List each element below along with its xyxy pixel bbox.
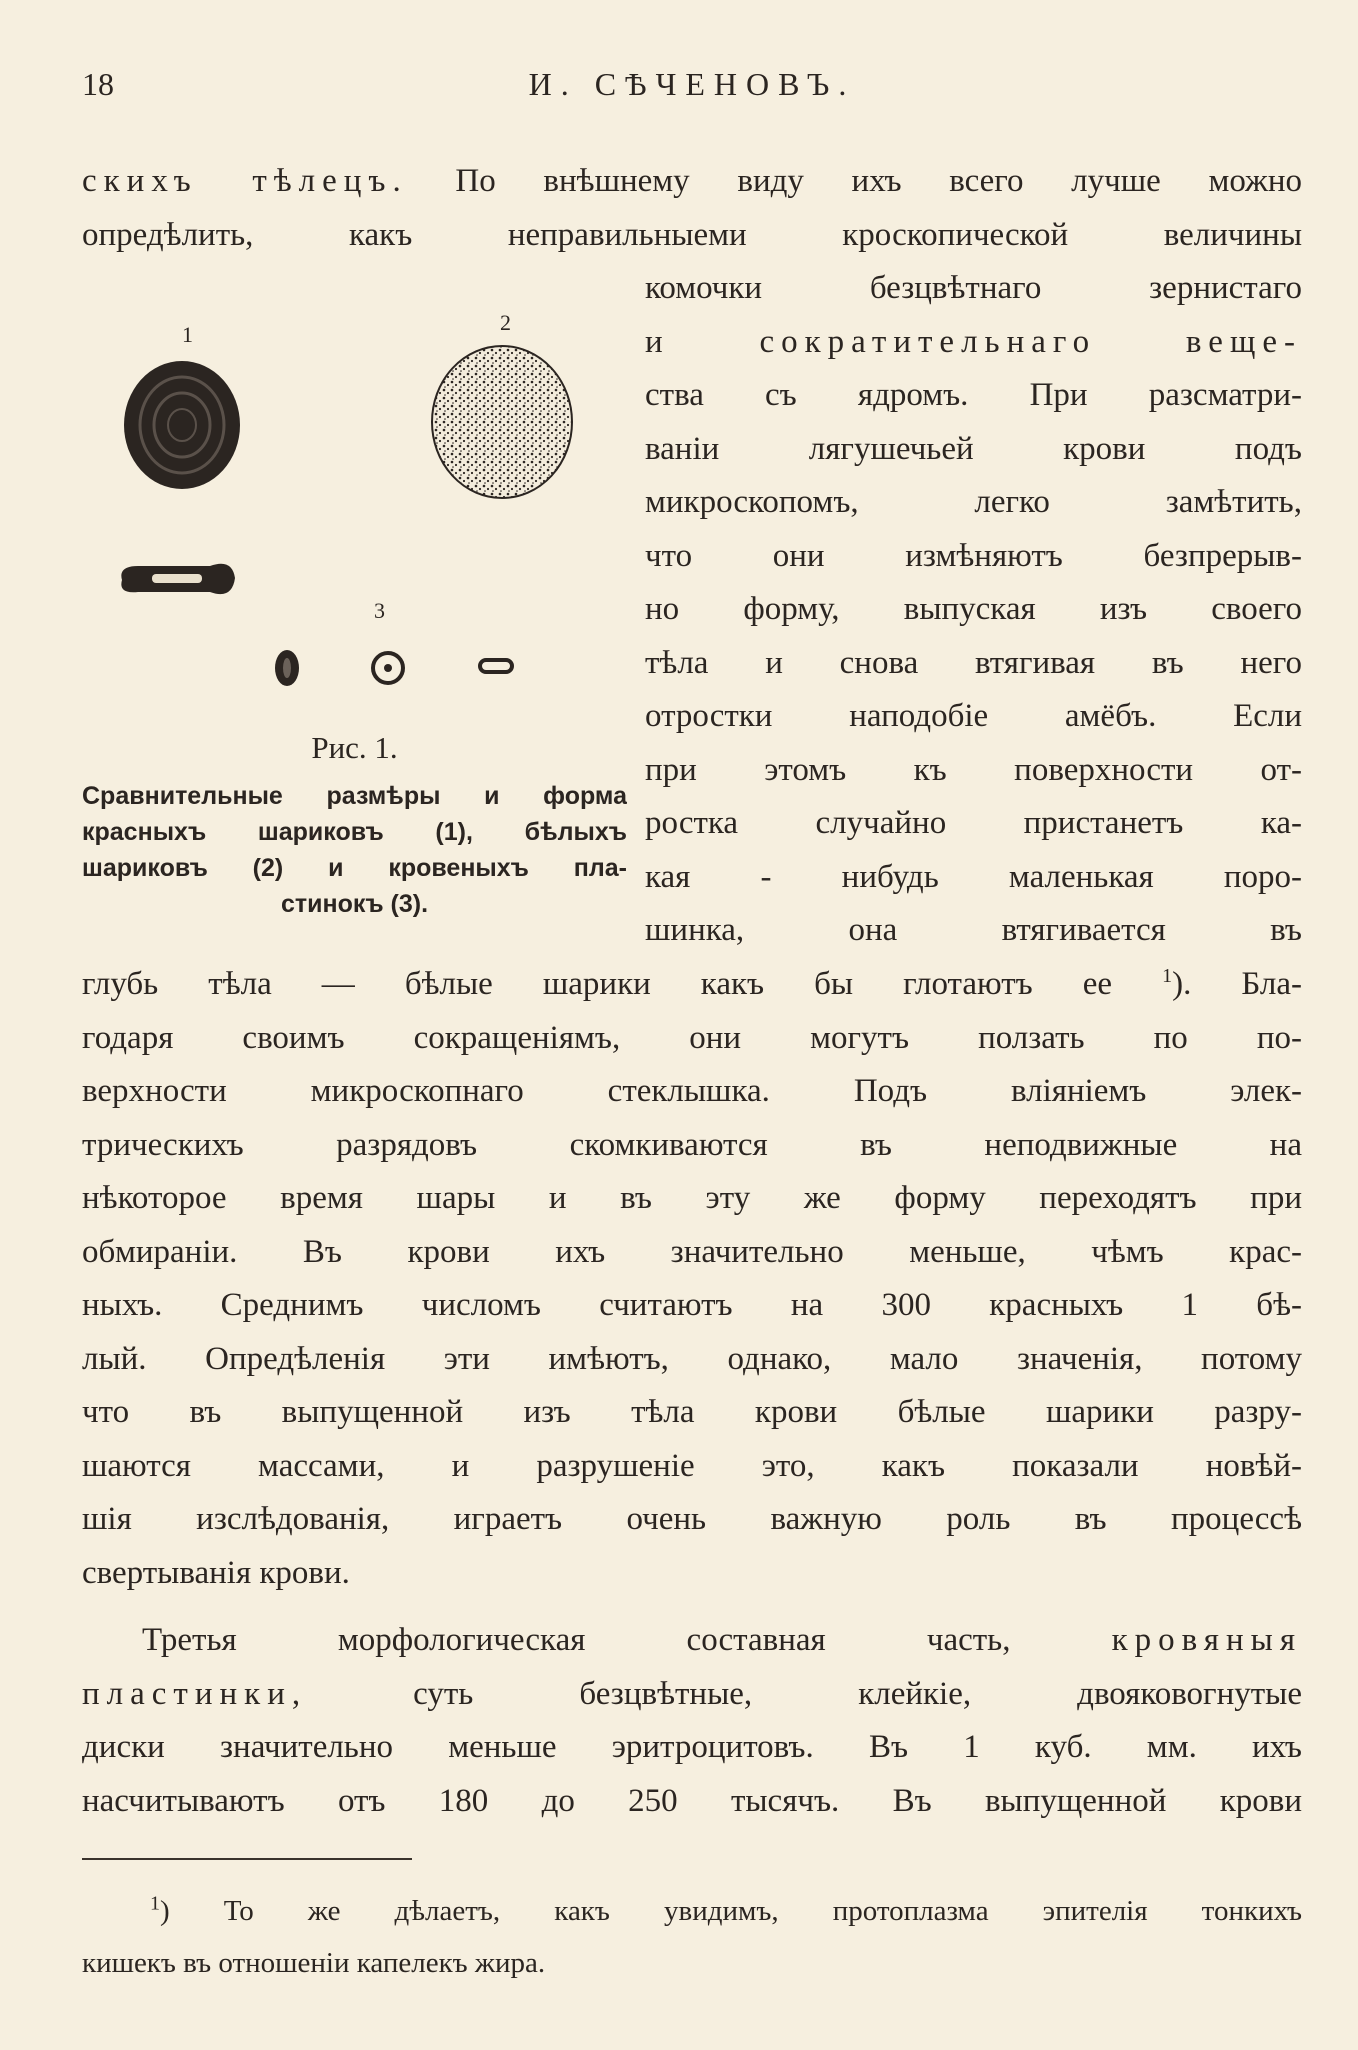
spaced-term: скихъ тѣлецъ. (82, 163, 408, 199)
footnote-marker: 1 (1162, 965, 1173, 987)
figure-caption-title: Рис. 1. (311, 730, 398, 765)
platelet-icon (373, 653, 403, 683)
text-line: опредѣлить, какъ неправильныеми кроскопической величины (82, 216, 1302, 253)
spaced-term: пластинки, (82, 1675, 308, 1712)
text-line: шiя изслѣдованiя, играетъ очень важную роль въ процессѣ (82, 1501, 1302, 1537)
text-line: ростка случайно пристанетъ ка- (645, 805, 1302, 841)
text-line: и сократительнаго веще- (645, 323, 1302, 360)
text-line: микроскопомъ, легко замѣтить, (645, 484, 1302, 520)
text-line: комочки безцвѣтнаго зернистаго (645, 270, 1302, 306)
figure-1 (82, 300, 627, 960)
spaced-term: кровяныя (1111, 1622, 1302, 1658)
author-header: И. СѢЧЕНОВЪ. (528, 66, 856, 102)
text-line: при этомъ къ поверхности от- (645, 751, 1302, 788)
figure-caption (82, 778, 627, 922)
text-line: но форму, выпуская изъ своего (645, 591, 1302, 627)
paragraph-2 (82, 1614, 1302, 1828)
text-line: обмиранiи. Въ крови ихъ значительно меньше, чѣмъ крас- (82, 1233, 1302, 1270)
text-line: верхности микроскопнаго стеклышка. Подъ влiянiемъ элек- (82, 1073, 1302, 1109)
text-line: отростки наподобiе амёбъ. Если (645, 698, 1302, 734)
text-line: ства съ ядромъ. При разсматри- (645, 377, 1302, 413)
platelet-icon (275, 650, 299, 686)
caption-line: стинокъ (3). (280, 890, 429, 918)
caption-line: Сравнительные размѣры и форма (82, 782, 627, 810)
body-text (82, 958, 1302, 1600)
red-blood-cell-icon (124, 361, 240, 489)
text-line: ныхъ. Среднимъ числомъ считаютъ на 300 красныхъ 1 бѣ- (82, 1287, 1302, 1323)
caption-line: красныхъ шариковъ (1), бѣлыхъ (82, 818, 627, 846)
right-column-text (645, 262, 1302, 958)
text-line: шинка, она втягивается въ (645, 912, 1302, 948)
running-head (82, 66, 1302, 116)
blood-cells-illustration (82, 300, 627, 730)
text-line: годаря своимъ сокращенiямъ, они могутъ ползать по по- (82, 1019, 1302, 1056)
white-blood-cell-icon (432, 346, 572, 498)
text-line: скихъ тѣлецъ. По внѣшнему виду ихъ всего лучше можно (82, 163, 1302, 199)
text-line: что они измѣняютъ безпрерыв- (645, 537, 1302, 574)
text-line: Третья морфологическая составная часть, кровяныя (142, 1622, 1302, 1658)
top-text (82, 155, 1302, 262)
caption-line: шариковъ (2) и кровеныхъ пла- (82, 854, 627, 882)
platelet-icon (480, 660, 512, 672)
figure-label: 3 (374, 598, 385, 623)
text-line: шаются массами, и разрушенiе это, какъ показали новѣй- (82, 1447, 1302, 1484)
text-line: кая - нибудь маленькая поро- (645, 858, 1302, 895)
text-line: ванiи лягушечьей крови подъ (645, 430, 1302, 467)
footnote-marker: 1 (150, 1892, 160, 1915)
figure-label: 2 (500, 310, 511, 335)
text-line: нѣкоторое время шары и въ эту же форму переходятъ при (82, 1180, 1302, 1216)
text-line: что въ выпущенной изъ тѣла крови бѣлые шарики разру- (82, 1394, 1302, 1430)
text-line: тѣла и снова втягивая въ него (645, 644, 1302, 681)
figure-label: 1 (182, 322, 193, 347)
text-line: насчитываютъ отъ 180 до 250 тысячъ. Въ выпущенной крови (82, 1782, 1302, 1819)
text-line: диски значительно меньше эритроцитовъ. Въ 1 куб. мм. ихъ (82, 1729, 1302, 1765)
text-line: глубь тѣла — бѣлые шарики какъ бы глотаютъ ее $^1$). Бла- (82, 965, 1302, 1002)
text-line: лый. Опредѣленiя эти имѣютъ, однако, мало значенiя, потому (82, 1340, 1302, 1377)
page-number: 18 (82, 66, 114, 102)
footnote-line: кишекъ въ отношенiи капелекъ жира. (82, 1947, 546, 1979)
text-line: свертыванiя крови. (82, 1554, 350, 1591)
red-cell-side-view-icon (121, 564, 235, 594)
footnote-line: $^1$) То же дѣлаетъ, какъ увидимъ, протоплазма эпителiя тонкихъ (150, 1892, 1302, 1927)
footnote-divider (82, 1858, 412, 1860)
footnote (82, 1885, 1302, 1989)
text-line: трическихъ разрядовъ скомкиваются въ неподвижные на (82, 1126, 1302, 1163)
text-line: пластинки, суть безцвѣтные, клейкiе, двояковогнутые (82, 1675, 1302, 1712)
